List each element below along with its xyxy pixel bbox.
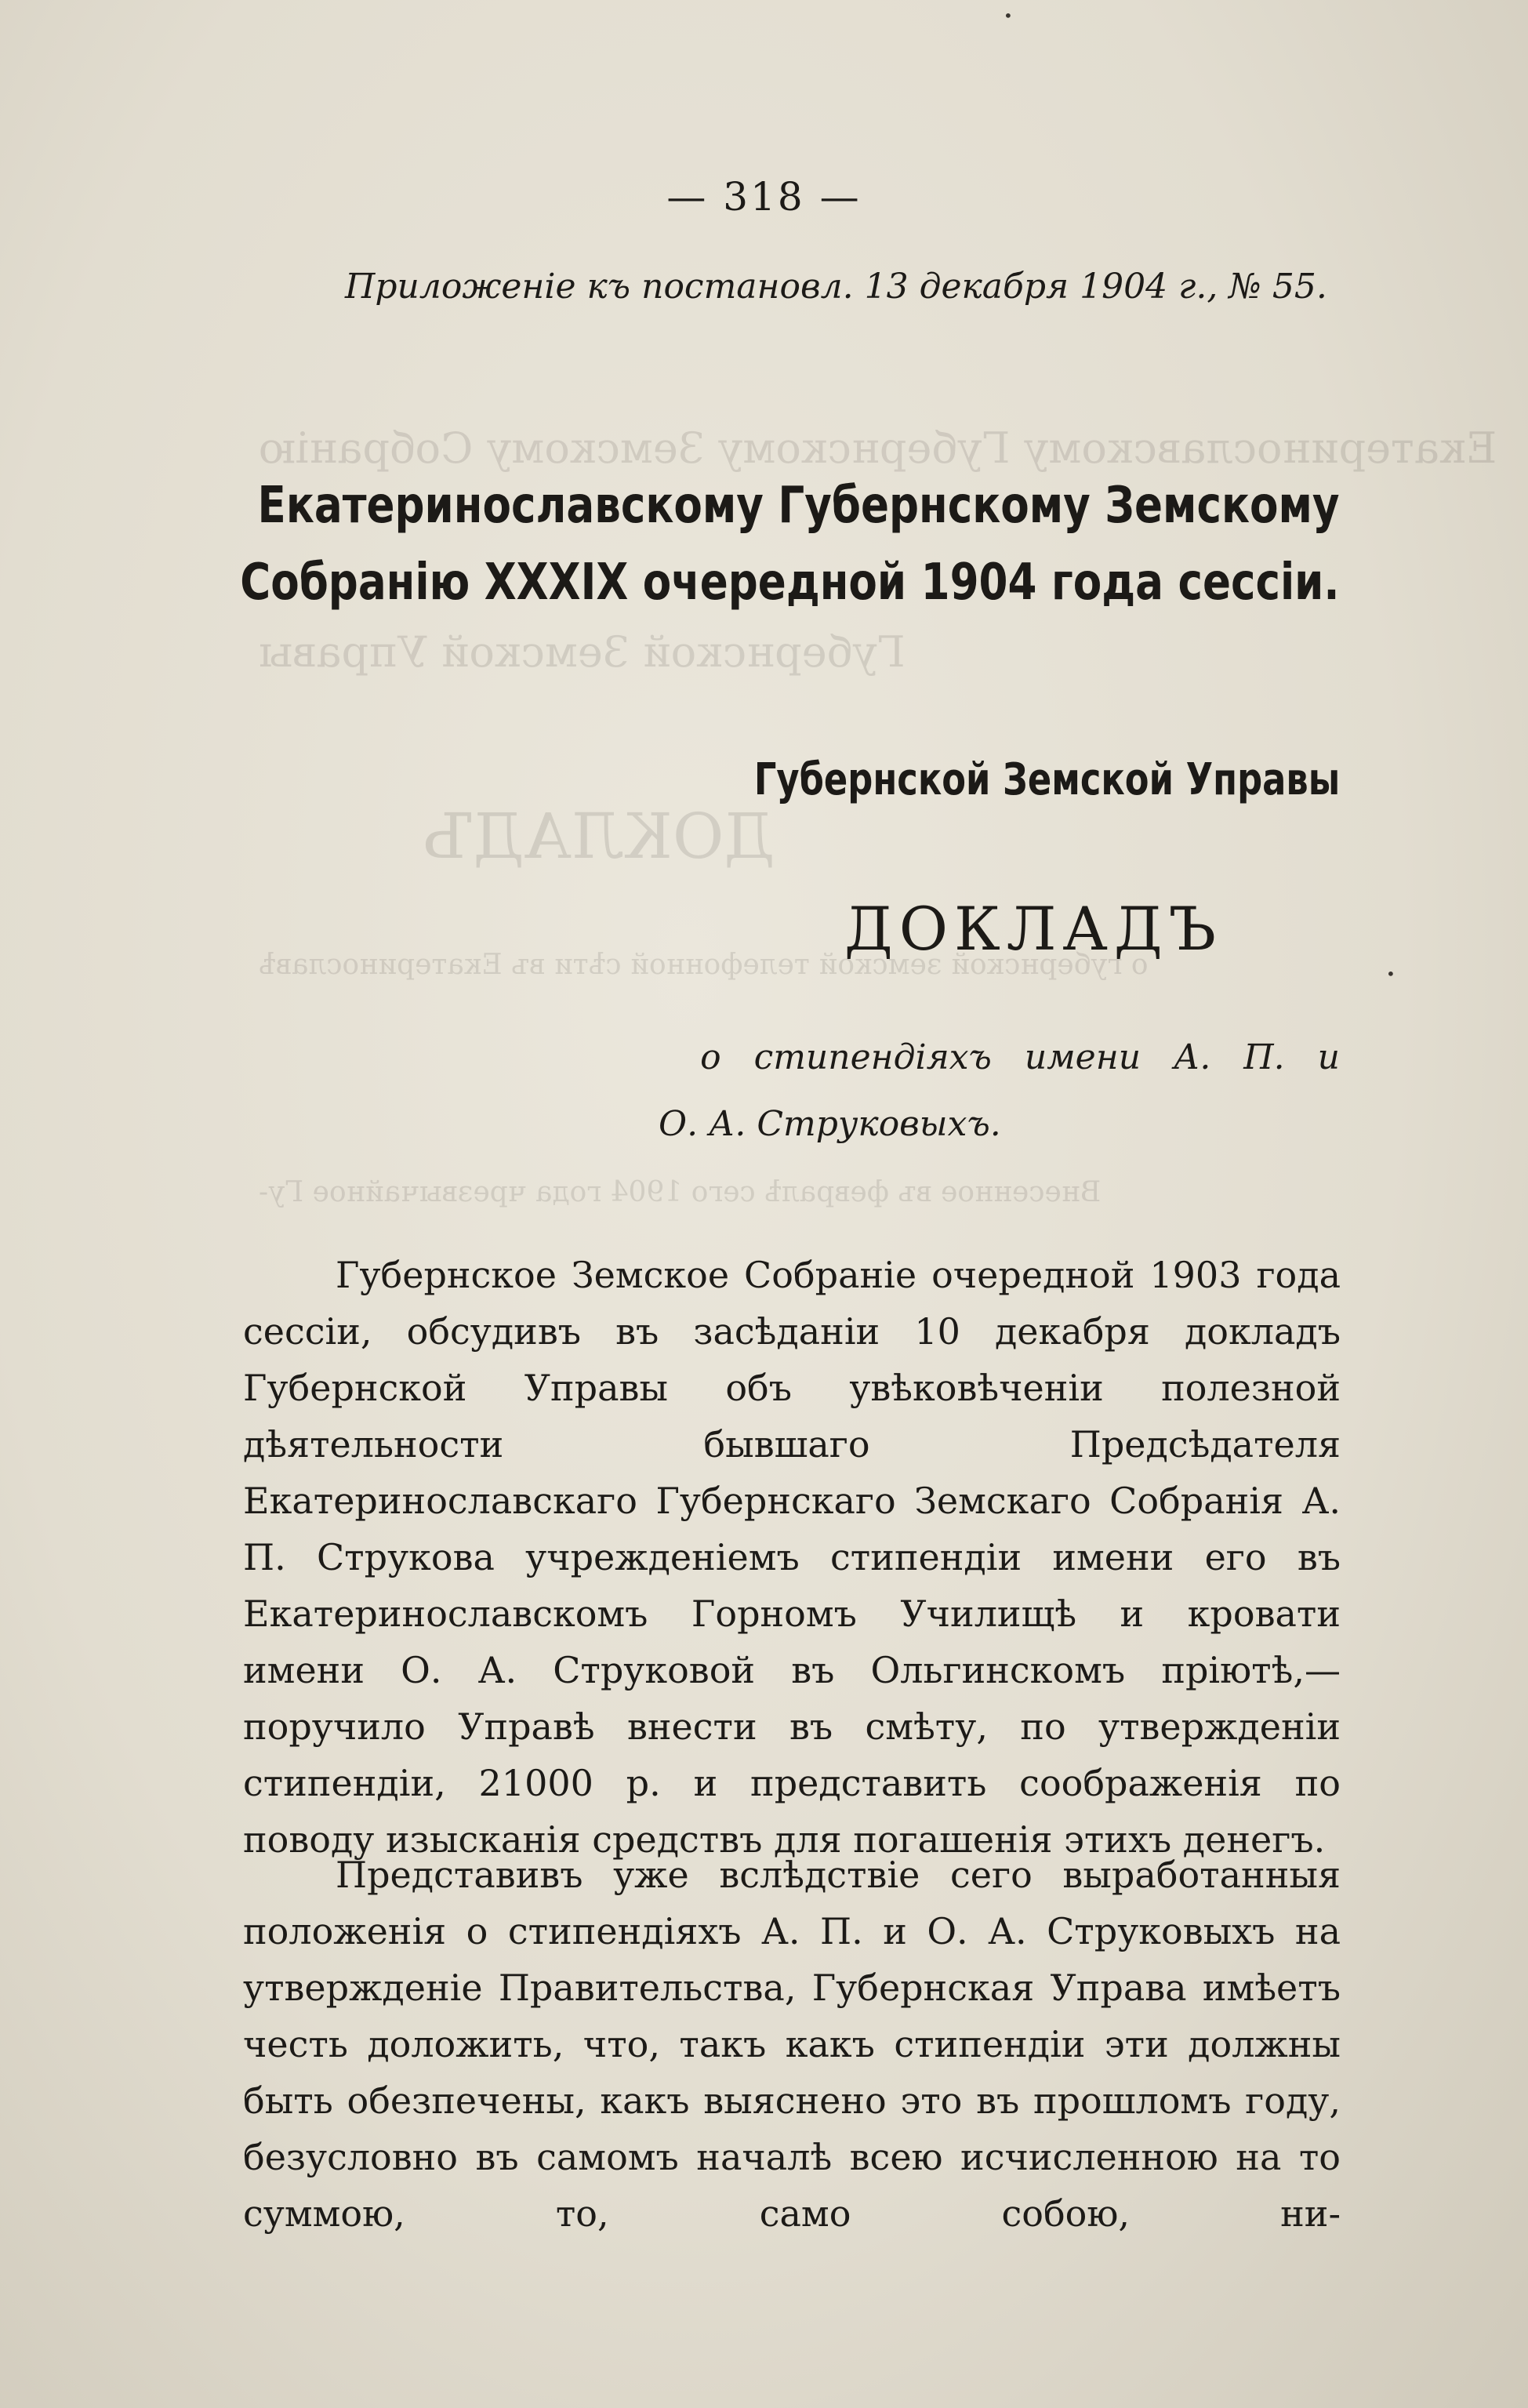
bleed-through: ДОКЛАДЪ	[423, 800, 775, 873]
title-line-1: Екатеринославскому Губернскому Земскому	[257, 477, 1340, 535]
title-line-2: Собранію XXXIX очередной 1904 года сессіи.	[240, 554, 1340, 612]
speck: •	[1386, 964, 1396, 983]
report-heading: ДОКЛАДЪ	[844, 894, 1222, 964]
subject-line-1: о стипендіяхъ имени А. П. и	[700, 1037, 1340, 1077]
body-paragraph-1	[243, 1247, 1341, 1868]
appendix-note: Приложеніе къ постановл. 13 декабря 1904 г., № 55.	[345, 267, 1327, 307]
bleed-through: о губернской земской телефонной сѣти въ Екатеринославѣ	[259, 949, 1149, 981]
bleed-through: Внесенное въ февралѣ сего 1904 года чрезвычайное Гу-	[259, 1176, 1102, 1208]
author-heading: Губернской Земской Управы	[753, 754, 1340, 805]
subject-line-2: О. А. Струковыхъ.	[659, 1104, 1001, 1144]
page-number: — 318 —	[666, 174, 862, 220]
paragraph-text: Представивъ уже вслѣдствіе сего выработанныя положенія о стипендіяхъ А. П. и О. А. Струковыхъ на утвержденіе Правительства, Губернская Управа имѣетъ честь доложить, что, такъ какъ стипендіи эти должны быть обезпечены, какъ выяснено это въ прошломъ году, безусловно въ самомъ началѣ всею исчисленною на то суммою, то, само собою, ни-	[243, 1854, 1341, 2235]
body-paragraph-2	[243, 1847, 1341, 2242]
paragraph-text: Губернское Земское Собраніе очередной 1903 года сессіи, обсудивъ въ засѣданіи 10 декабря докладъ Губернской Управы объ увѣковѣченіи полезной дѣятельности бывшаго Предсѣдателя Екатеринославскаго Губернскаго Земскаго Собранія А. П. Струкова учрежденіемъ стипендіи имени его въ Екатеринославскомъ Горномъ Училищѣ и кровати имени О. А. Струковой въ Ольгинскомъ пріютѣ,— поручило Управѣ внести въ смѣту, по утвержденіи стипендіи, 21000 р. и представить соображенія по поводу изысканія средствъ для погашенія этихъ денегъ.	[243, 1254, 1341, 1861]
speck: •	[1004, 6, 1013, 25]
document-title	[241, 467, 1340, 621]
bleed-through: Екатеринославскому Губернскому Земскому Собранію	[259, 423, 1497, 473]
bleed-through: Губернской Земской Управы	[259, 627, 906, 677]
